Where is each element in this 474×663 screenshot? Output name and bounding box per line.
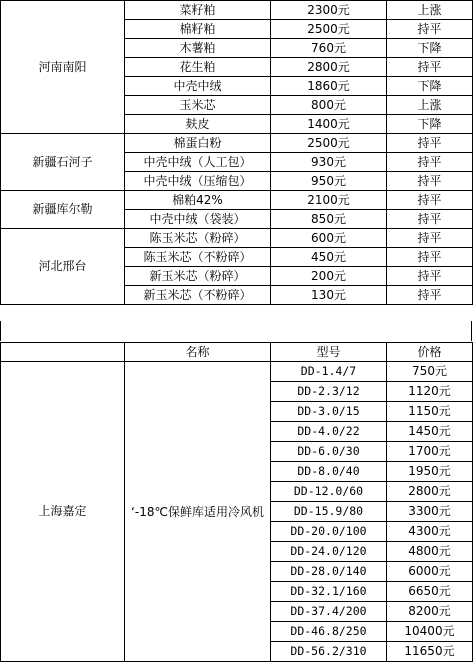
trend-cell: 持平	[387, 191, 473, 210]
price-cell: 2500元	[271, 20, 387, 39]
product-cell: 菜籽粕	[125, 1, 271, 20]
price-cell: 8200元	[387, 602, 473, 622]
price-cell: 930元	[271, 153, 387, 172]
model-cell: DD-8.0/40	[271, 462, 387, 482]
product-cell: 麸皮	[125, 115, 271, 134]
region-cell: 上海嘉定	[1, 362, 125, 662]
model-cell: DD-15.9/80	[271, 502, 387, 522]
trend-cell: 持平	[387, 229, 473, 248]
product-cell: 陈玉米芯（粉碎）	[125, 229, 271, 248]
price-cell: 800元	[271, 96, 387, 115]
price-cell: 600元	[271, 229, 387, 248]
product-cell: 棉蛋白粉	[125, 134, 271, 153]
trend-cell: 持平	[387, 210, 473, 229]
price-cell: 4300元	[387, 522, 473, 542]
trend-cell: 持平	[387, 153, 473, 172]
price-cell: 450元	[271, 248, 387, 267]
product-name-cell: ‘-18℃保鲜库适用冷风机	[125, 362, 271, 662]
trend-cell: 持平	[387, 286, 473, 305]
product-cell: 中壳中绒（压缩包）	[125, 172, 271, 191]
price-cell: 1860元	[271, 77, 387, 96]
model-cell: DD-46.8/250	[271, 622, 387, 642]
trend-cell: 持平	[387, 267, 473, 286]
model-cell: DD-56.2/310	[271, 642, 387, 662]
price-cell: 2300元	[271, 1, 387, 20]
product-cell: 棉籽粕	[125, 20, 271, 39]
table-separator	[0, 321, 472, 341]
trend-cell: 下降	[387, 115, 473, 134]
price-cell: 950元	[271, 172, 387, 191]
table-row	[1, 134, 473, 153]
product-cell: 中壳中绒	[125, 77, 271, 96]
model-cell: DD-3.0/15	[271, 402, 387, 422]
trend-cell: 持平	[387, 248, 473, 267]
trend-cell: 持平	[387, 134, 473, 153]
product-cell: 棉粕42%	[125, 191, 271, 210]
trend-cell: 持平	[387, 58, 473, 77]
price-cell: 2800元	[271, 58, 387, 77]
model-cell: DD-24.0/120	[271, 542, 387, 562]
table-row	[1, 191, 473, 210]
price-cell: 2100元	[271, 191, 387, 210]
product-cell: 新玉米芯（粉碎）	[125, 267, 271, 286]
model-cell: DD-1.4/7	[271, 362, 387, 382]
header-model: 型号	[271, 343, 387, 362]
trend-cell: 上涨	[387, 1, 473, 20]
price-cell: 4800元	[387, 542, 473, 562]
region-cell: 新疆石河子	[1, 134, 125, 191]
price-table-cooler	[0, 342, 473, 662]
price-cell: 10400元	[387, 622, 473, 642]
price-cell: 1950元	[387, 462, 473, 482]
model-cell: DD-32.1/160	[271, 582, 387, 602]
header-row	[1, 343, 473, 362]
product-cell: 中壳中绒（人工包）	[125, 153, 271, 172]
table-row	[1, 229, 473, 248]
region-cell: 河南南阳	[1, 1, 125, 134]
product-cell: 新玉米芯（不粉碎）	[125, 286, 271, 305]
price-cell: 11650元	[387, 642, 473, 662]
price-cell: 850元	[271, 210, 387, 229]
price-cell: 3300元	[387, 502, 473, 522]
price-cell: 6000元	[387, 562, 473, 582]
model-cell: DD-12.0/60	[271, 482, 387, 502]
price-cell: 1700元	[387, 442, 473, 462]
price-cell: 760元	[271, 39, 387, 58]
product-cell: 玉米芯	[125, 96, 271, 115]
product-cell: 中壳中绒（袋装）	[125, 210, 271, 229]
trend-cell: 上涨	[387, 96, 473, 115]
price-cell: 6650元	[387, 582, 473, 602]
price-table-feed	[0, 0, 473, 305]
price-cell: 130元	[271, 286, 387, 305]
table-row	[1, 1, 473, 20]
model-cell: DD-28.0/140	[271, 562, 387, 582]
price-cell: 1150元	[387, 402, 473, 422]
price-cell: 1450元	[387, 422, 473, 442]
region-cell: 新疆库尔勒	[1, 191, 125, 229]
model-cell: DD-20.0/100	[271, 522, 387, 542]
price-cell: 2500元	[271, 134, 387, 153]
trend-cell: 下降	[387, 39, 473, 58]
header-price: 价格	[387, 343, 473, 362]
table-row	[1, 362, 473, 382]
price-cell: 2800元	[387, 482, 473, 502]
trend-cell: 持平	[387, 20, 473, 39]
price-cell: 750元	[387, 362, 473, 382]
trend-cell: 下降	[387, 77, 473, 96]
price-cell: 1400元	[271, 115, 387, 134]
header-name: 名称	[125, 343, 271, 362]
trend-cell: 持平	[387, 172, 473, 191]
model-cell: DD-6.0/30	[271, 442, 387, 462]
region-cell: 河北邢台	[1, 229, 125, 305]
model-cell: DD-4.0/22	[271, 422, 387, 442]
product-cell: 木薯粕	[125, 39, 271, 58]
header-empty-cell	[1, 343, 125, 362]
price-cell: 1120元	[387, 382, 473, 402]
product-cell: 陈玉米芯（不粉碎）	[125, 248, 271, 267]
product-cell: 花生粕	[125, 58, 271, 77]
model-cell: DD-37.4/200	[271, 602, 387, 622]
model-cell: DD-2.3/12	[271, 382, 387, 402]
price-cell: 200元	[271, 267, 387, 286]
